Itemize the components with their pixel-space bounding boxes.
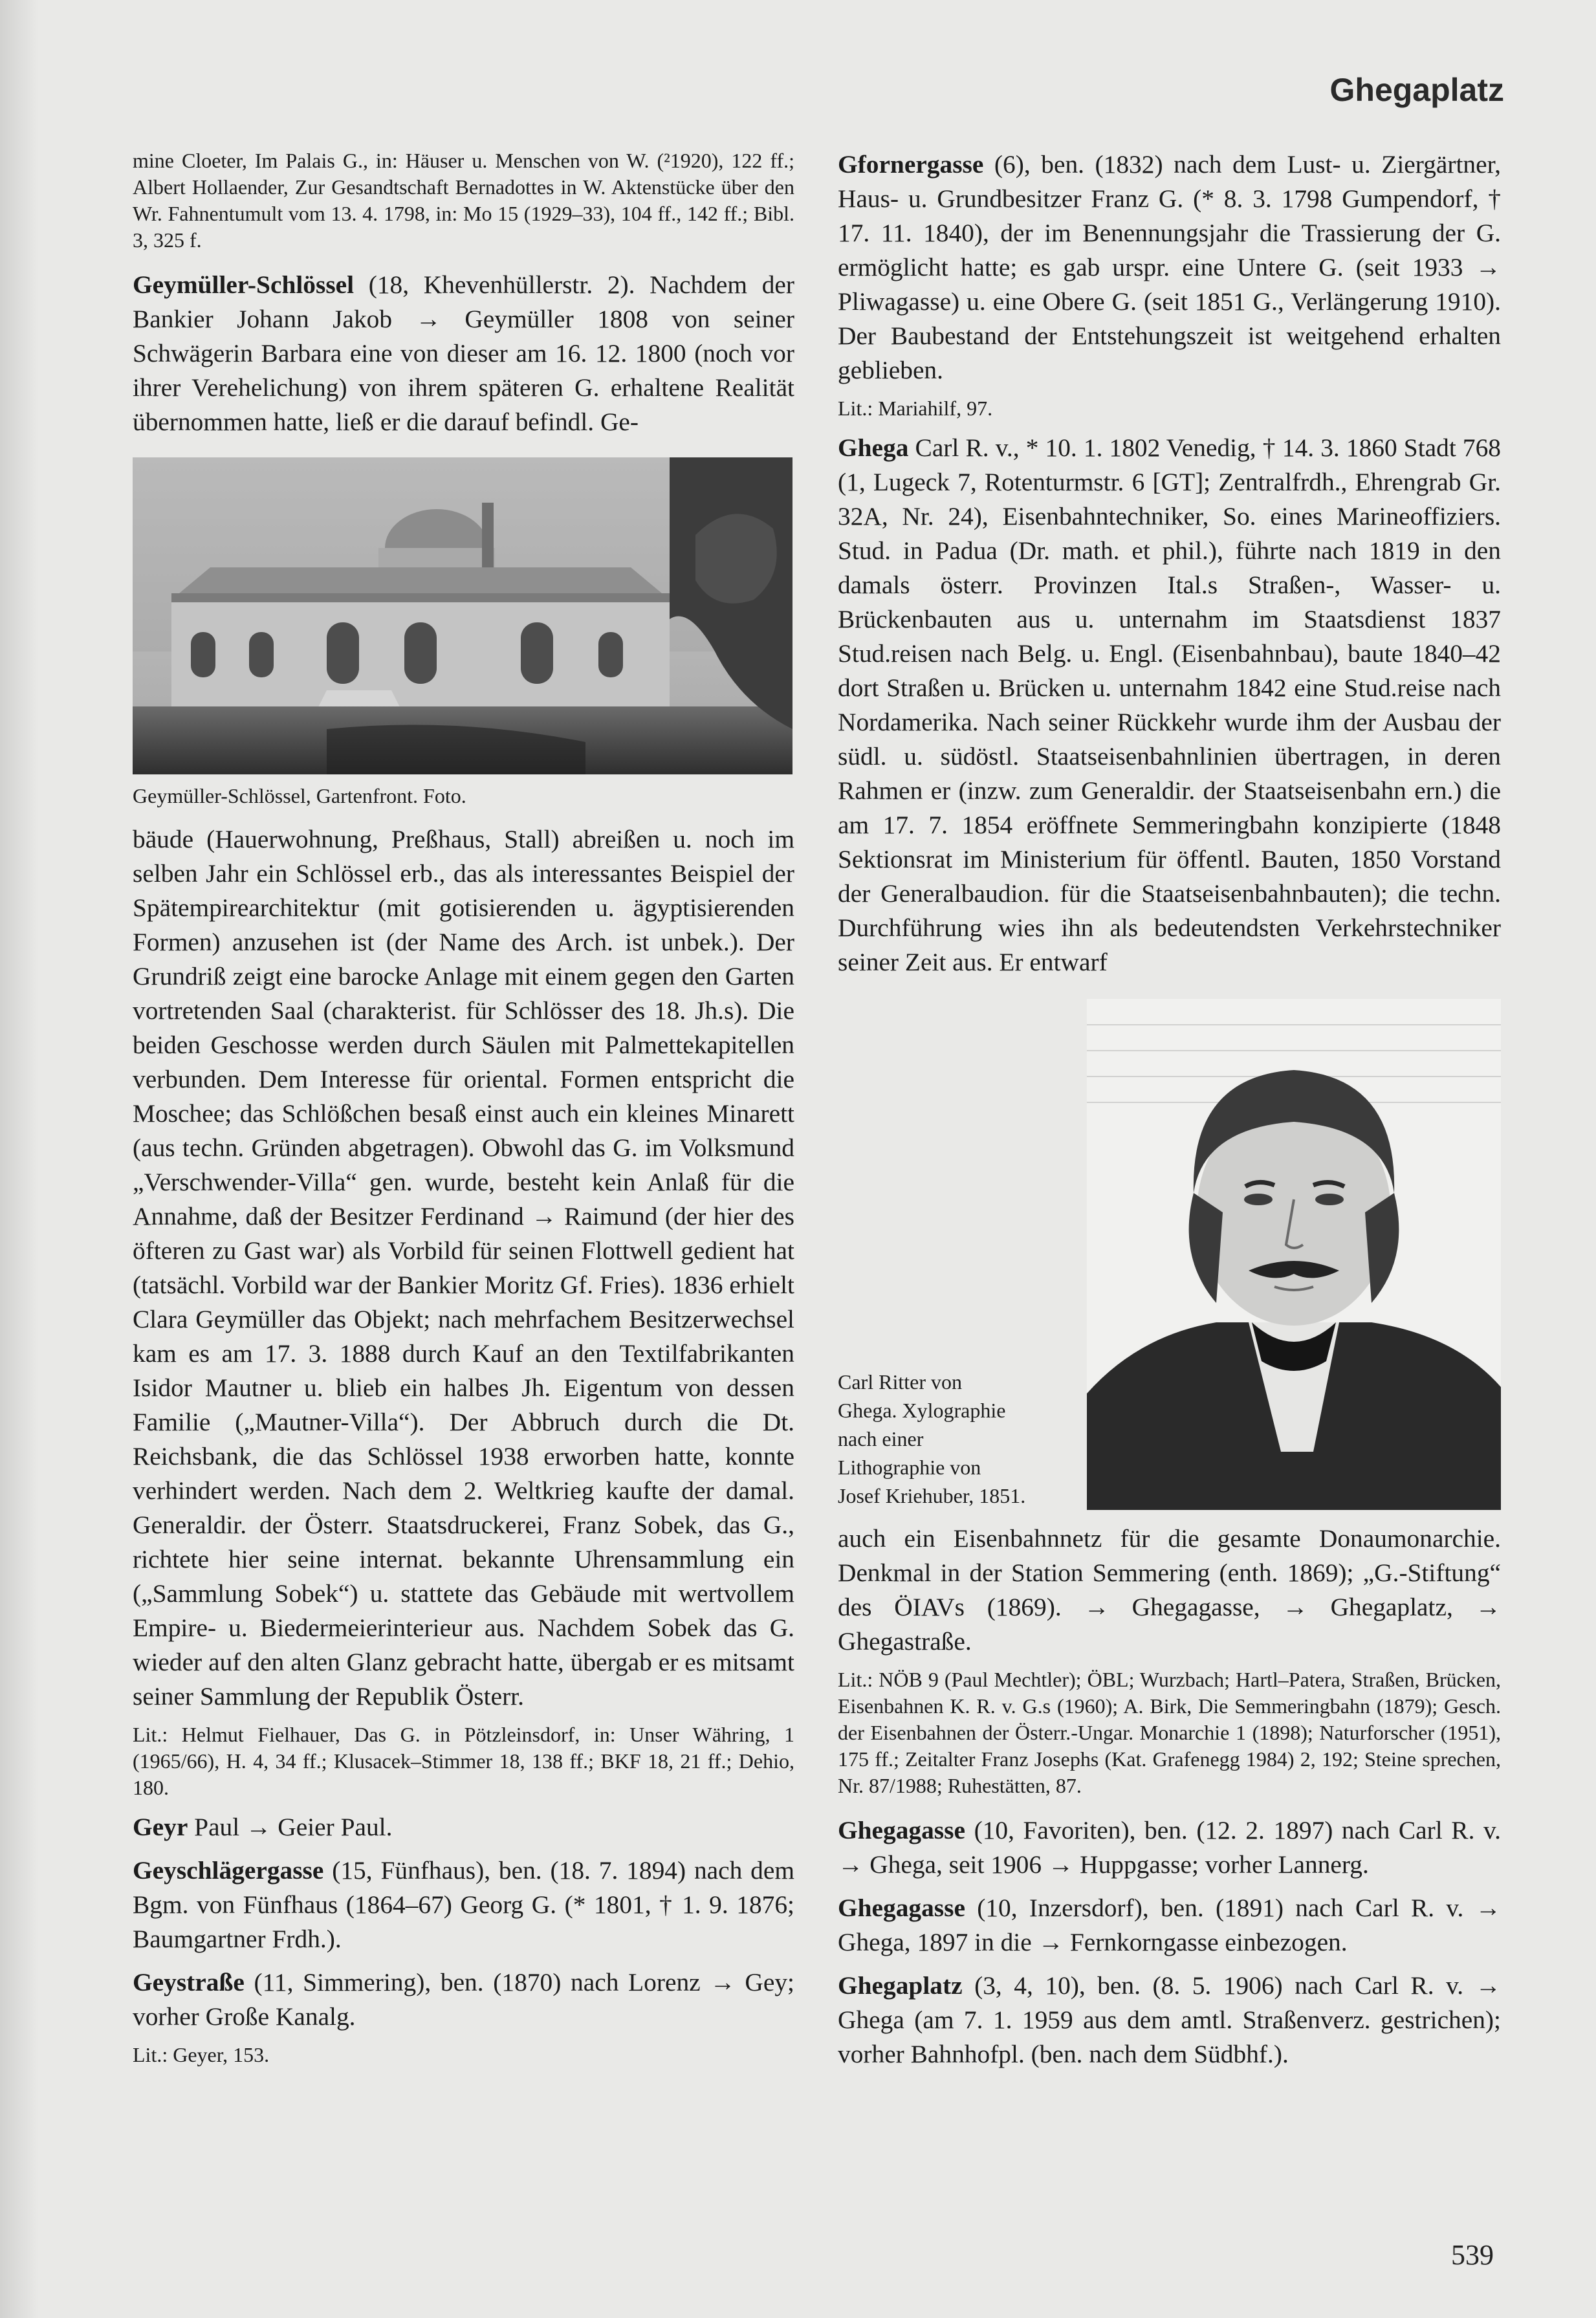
left-column bbox=[133, 148, 794, 2068]
entry-ghega bbox=[838, 431, 1501, 979]
portrait-caption-line: Ghega. Xylographie bbox=[838, 1399, 1006, 1422]
entry-geyr bbox=[133, 1810, 794, 1844]
entry-text: Paul → Geier Paul. bbox=[188, 1813, 393, 1841]
geymueller-literature: Lit.: Helmut Fielhauer, Das G. in Pötzleinsdorf, in: Unser Währing, 1 (1965/66), H. 4, 34 ff.; Klusacek–Stimmer 18, 138 ff.; BKF 18, 21 ff.; Dehio, 180. bbox=[133, 1723, 794, 1799]
entry-text: (10, Inzersdorf), ben. (1891) nach Carl R. v. → Ghega, 1897 in die → Fernkorngasse einbezogen. bbox=[838, 1894, 1501, 1956]
headword-geyschlaegergasse: Geyschlägergasse bbox=[133, 1856, 324, 1885]
ghega-portrait-figure bbox=[838, 999, 1501, 1510]
portrait-caption-line: nach einer bbox=[838, 1427, 924, 1450]
entry-gfornergasse bbox=[838, 148, 1501, 388]
portrait-caption-line: Lithographie von bbox=[838, 1456, 981, 1479]
headword-geystrasse: Geystraße bbox=[133, 1968, 245, 1996]
portrait-caption-line: Josef Kriehuber, 1851. bbox=[838, 1484, 1026, 1507]
entry-text: Carl R. v., * 10. 1. 1802 Venedig, † 14. 3. 1860 Stadt 768 (1, Lugeck 7, Rotenturmstr. 6 [GT]; Zentralfrdh., Ehrengrab Gr. 32A, Nr. 24), Eisenbahntechniker, So. eines Marineoffiziers. Stud. in Padua (Dr. math. et phil.), führte nach 1819 in den damals österr. Provinzen Ital.s Straßen-, Wasser- u. Brückenbauten aus u. unternahm im Staatsdienst 1837 Stud.reisen nach Belg. u. Engl. (Eisenbahnbau), baute 1840–42 dort Straßen u. Brücken u. unternahm 1842 eine Stud.reise nach Nordamerika. Nach seiner Rückkehr wurde ihm der Ausbau der südl. u. südöstl. Staatseisenbahnlinien übertragen, in deren Rahmen er (inzw. zum Generaldir. der Staatseisenbahn ern.) die am 17. 7. 1854 eröffnete Semmeringbahn konzipierte (1848 Sektionsrat im Ministerium für öffentl. Bauten, 1850 Vorstand der Generalbaudion. für die Staatseisenbahnbauten); die techn. Durchführung wies ihn als bedeutendsten Verkehrstechniker seiner Zeit aus. Er entwarf bbox=[838, 433, 1501, 976]
entry-ghegagasse-inzersdorf bbox=[838, 1891, 1501, 1960]
entry-text: (11, Simmering), ben. (1870) nach Lorenz → Gey; vorher Große Kanalg. bbox=[133, 1968, 794, 2031]
right-column bbox=[838, 148, 1501, 2072]
headword-ghegagasse: Ghegagasse bbox=[838, 1894, 965, 1922]
portrait-caption-line: Carl Ritter von bbox=[838, 1370, 962, 1394]
entry-geymueller bbox=[133, 268, 794, 439]
headword-ghega: Ghega bbox=[838, 433, 909, 462]
entry-ghegaplatz bbox=[838, 1969, 1501, 2072]
entry-text: (18, Khevenhüllerstr. 2). Nachdem der Bankier Johann Jakob → Geymüller 1808 von seiner Schwägerin Barbara eine von dieser am 16. 12. 1800 (noch vor ihrer Verehelichung) von ihrem späteren G. erhaltene Realität übernommen hatte, ließ er die darauf befindl. Ge- bbox=[133, 270, 794, 436]
page-number: 539 bbox=[1451, 2239, 1494, 2271]
ghega-portrait bbox=[1087, 999, 1501, 1510]
entry-text: (10, Favoriten), ben. (12. 2. 1897) nach Carl R. v. → Ghega, seit 1906 → Huppgasse; vorher Lannerg. bbox=[838, 1816, 1501, 1879]
gfornergasse-literature: Lit.: Mariahilf, 97. bbox=[838, 397, 993, 420]
headword-geymueller: Geymüller-Schlössel bbox=[133, 270, 355, 299]
entry-geymueller-continued: bäude (Hauerwohnung, Preßhaus, Stall) abreißen u. noch im selben Jahr ein Schlössel erb., das als interessantes Beispiel der Spätempirearchitektur (mit gotisierenden u. ägyptisierenden Formen) anzusehen ist (der Name des Arch. ist unbek.). Der Grundriß zeigt eine barocke Anlage mit einem gegen den Garten vortretenden Saal (charakterist. für Schlösser des 18. Jh.s). Die beiden Geschosse werden durch Säulen mit Palmettekapitellen verbunden. Dem Interesse für oriental. Formen entspricht die Moschee; das Schlößchen besaß einst auch ein kleines Minarett (aus techn. Gründen abgetragen). Obwohl das G. im Volksmund „Verschwender-Villa“ gen. wurde, besteht kein Anlaß für die Annahme, daß der Besitzer Ferdinand → Raimund (der hier des öfteren zu Gast war) als Vorbild für seinen Flottwell gedient hat (tatsächl. Vorbild war der Bankier Moritz Gf. Fries). 1836 erhielt Clara Geymüller das Objekt; nach mehrfachem Besitzerwechsel kam es am 17. 3. 1888 durch Kauf an den Textilfabrikanten Isidor Mautner u. blieb ein halbes Jh. Eigentum von dessen Familie („Mautner-Villa“). Der Abbruch durch die Dt. Reichsbank, die das Schlössel 1938 erworben hatte, konnte verhindert werden. Nach dem 2. Weltkrieg kaufte der damal. Generaldir. der Österr. Staatsdruckerei, Franz Sobek, das G., richtete hier seine internat. bekannte Uhrensammlung ein („Sammlung Sobek“) u. stattete das Gebäude mit wertvollem Empire- u. Biedermeierinterieur aus. Nachdem Sobek das G. wieder auf den alten Glanz gebracht hatte, übergab er es mitsamt seiner Sammlung der Republik Österr. bbox=[133, 825, 794, 1711]
geystrasse-literature: Lit.: Geyer, 153. bbox=[133, 2043, 270, 2066]
entry-geystrasse bbox=[133, 1965, 794, 2034]
headword-ghegagasse: Ghegagasse bbox=[838, 1816, 965, 1844]
portrait-engraving-image bbox=[1087, 999, 1501, 1510]
running-head: Ghegaplatz bbox=[1329, 72, 1504, 108]
entry-ghega-continued: auch ein Eisenbahnnetz für die gesamte Donaumonarchie. Denkmal in der Station Semmering (enth. 1869); „G.-Stiftung“ des ÖIAVs (1869). → Ghegagasse, → Ghegaplatz, → Ghegastraße. bbox=[838, 1524, 1501, 1656]
entry-text: (15, Fünfhaus), ben. (18. 7. 1894) nach dem Bgm. von Fünfhaus (1864–67) Georg G. (* 1801, † 1. 9. 1876; Baumgartner Frdh.). bbox=[133, 1856, 794, 1953]
entry-text: (3, 4, 10), ben. (8. 5. 1906) nach Carl R. v. → Ghega (am 7. 1. 1959 aus dem amtl. Straßenverz. gestrichen); vorher Bahnhofpl. (ben. nach dem Südbhf.). bbox=[838, 1971, 1501, 2068]
ghega-literature: Lit.: NÖB 9 (Paul Mechtler); ÖBL; Wurzbach; Hartl–Patera, Straßen, Brücken, Eisenbahnen K. R. v. G.s (1960); A. Birk, Die Semmeringbahn (1879); Gesch. der Eisenbahnen der Österr.-Ungar. Monarchie 1 (1898); Naturforscher (1951), 175 ff.; Zeitalter Franz Josephs (Kat. Grafenegg 1984) 2, 192; Steine sprechen, Nr. 87/1988; Ruhestätten, 87. bbox=[838, 1668, 1501, 1797]
geymueller-photo bbox=[133, 457, 793, 774]
headword-gfornergasse: Gfornergasse bbox=[838, 150, 984, 179]
intro-literature: mine Cloeter, Im Palais G., in: Häuser u. Menschen von W. (²1920), 122 ff.; Albert Hollaender, Zur Gesandtschaft Bernadottes in W. Aktenstücke über den Wr. Fahnentumult vom 13. 4. 1798, in: Mo 15 (1929–33), 104 ff., 142 ff.; Bibl. 3, 325 f. bbox=[133, 149, 794, 252]
entry-ghegagasse-favoriten bbox=[838, 1813, 1501, 1882]
page-fold-shadow bbox=[0, 0, 39, 2318]
portrait-caption bbox=[838, 999, 1051, 1510]
photo-caption: Geymüller-Schlössel, Gartenfront. Foto. bbox=[133, 784, 466, 807]
building-photo-image bbox=[133, 457, 793, 774]
entry-text: (6), ben. (1832) nach dem Lust- u. Ziergärtner, Haus- u. Grundbesitzer Franz G. (* 8. 3. 1798 Gumpendorf, † 17. 11. 1840), der im Benennungsjahr die Trassierung der G. ermöglicht hatte; es gab urspr. eine Untere G. (seit 1933 → Pliwagasse) u. eine Obere G. (seit 1851 G., Verlängerung 1910). Der Baubestand der Entstehungszeit ist weitgehend erhalten geblieben. bbox=[838, 150, 1501, 384]
headword-ghegaplatz: Ghegaplatz bbox=[838, 1971, 963, 2000]
headword-geyr: Geyr bbox=[133, 1813, 188, 1841]
entry-geyschlaegergasse bbox=[133, 1853, 794, 1956]
